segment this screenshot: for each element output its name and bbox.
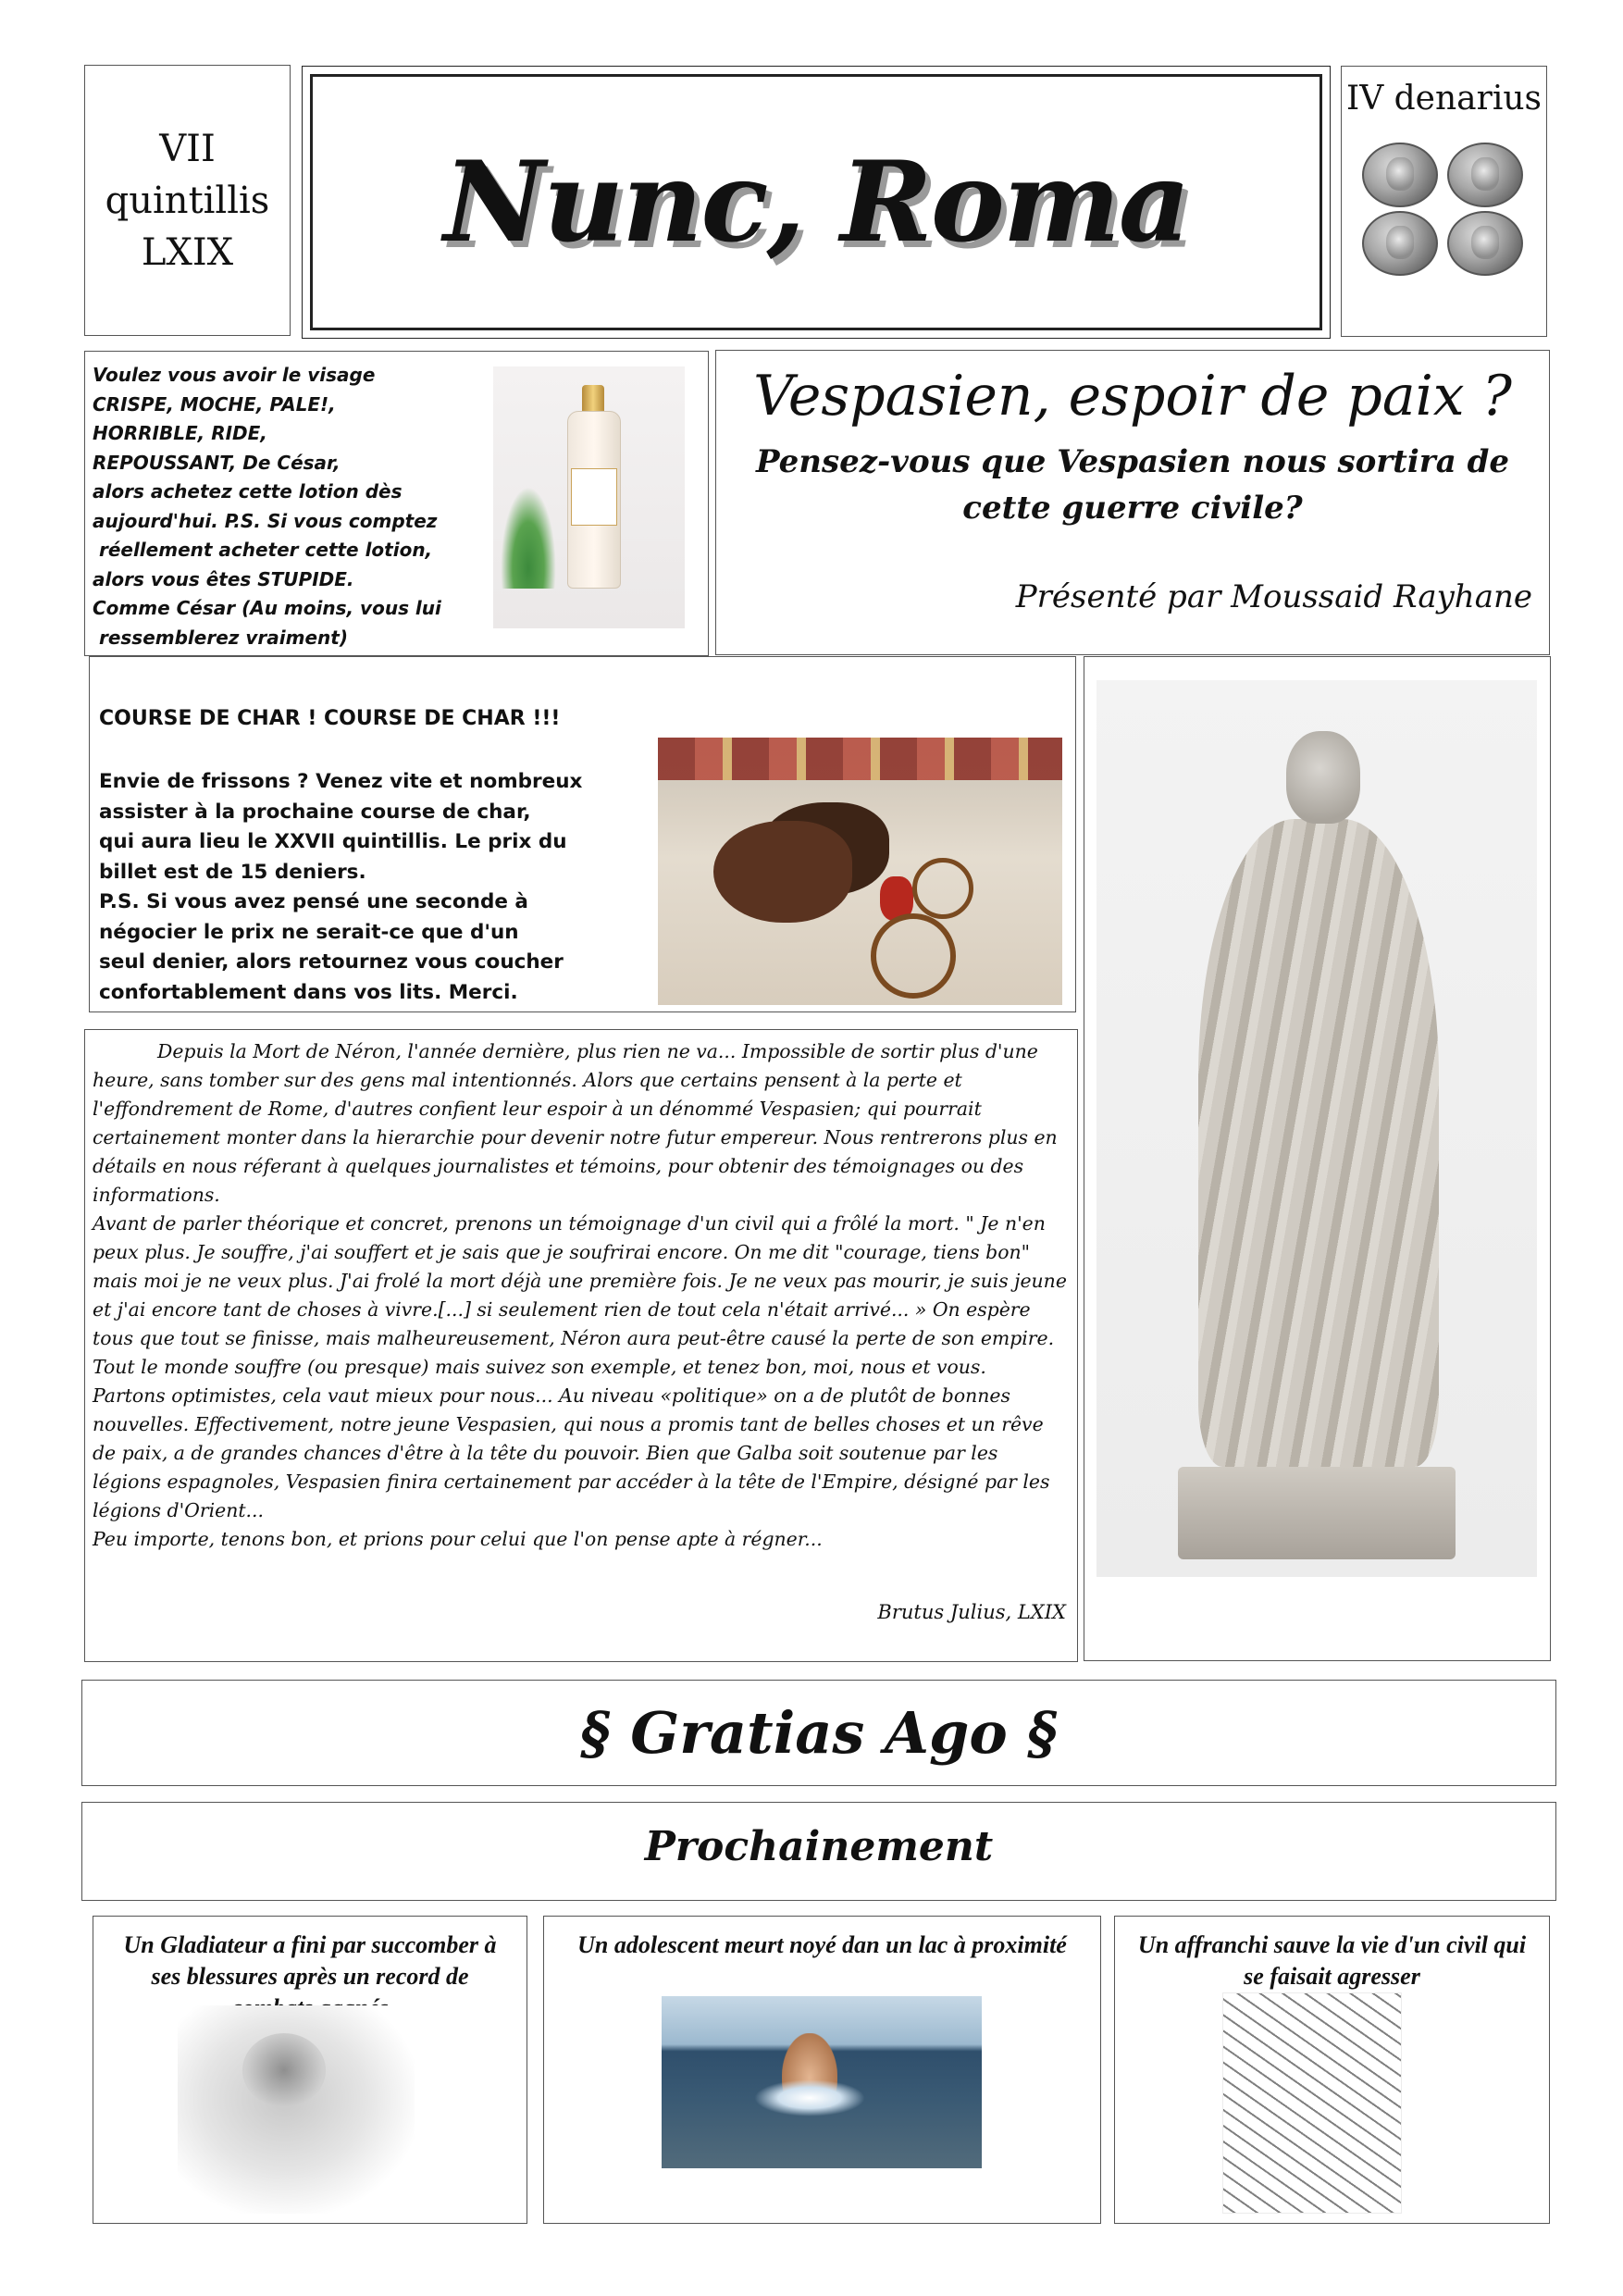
date-year: LXIX bbox=[141, 230, 234, 274]
rescue-sketch-image bbox=[1222, 1992, 1402, 2214]
statue-toga-shape bbox=[1198, 819, 1439, 1467]
gratias-banner bbox=[81, 1680, 1556, 1786]
advert-line: alors vous êtes STUPIDE. bbox=[93, 567, 354, 590]
prochainement-banner bbox=[81, 1802, 1556, 1901]
article-body bbox=[93, 1037, 1071, 1554]
news-title: Un affranchi sauve la vie d'un civil qui se faisait agresser bbox=[1137, 1931, 1527, 1990]
news-item-gladiator bbox=[93, 1916, 527, 2224]
date-day: VII bbox=[159, 127, 216, 170]
vespasian-statue-image bbox=[1096, 680, 1537, 1577]
coin-icon bbox=[1447, 143, 1523, 207]
statue-photo-box bbox=[1084, 656, 1551, 1661]
advert-line: ressemblerez vraiment) bbox=[93, 626, 348, 649]
masthead-frame bbox=[310, 74, 1322, 330]
advert-line: alors achetez cette lotion dès bbox=[93, 480, 403, 503]
drapery-shape bbox=[658, 738, 1062, 780]
advert-line: aujourd'hui. P.S. Si vous comptez bbox=[93, 509, 438, 532]
statue-base-shape bbox=[1178, 1467, 1456, 1559]
main-article bbox=[84, 1029, 1078, 1662]
chariot-text: Envie de frissons ? Venez vite et nombreux assister à la prochaine course de char, qui aura lieu le XXVII quintillis. Le prix du billet est de 15 deniers. P.S. Si vous avez pensé une seconde à négocier le prix ne serait-ce que d'un seul denier, alors retournez vous coucher confortablement dans vos lits. Merci. bbox=[99, 770, 583, 1004]
prochainement-heading: Prochainement bbox=[644, 1823, 994, 1870]
advert-line: réellement acheter cette lotion, bbox=[93, 539, 433, 561]
lotion-advert bbox=[84, 351, 709, 656]
coin-icon bbox=[1447, 211, 1523, 276]
chariot-title: COURSE DE CHAR ! COURSE DE CHAR !!! bbox=[99, 707, 561, 730]
vespasien-headline: Vespasien, espoir de paix ? bbox=[753, 364, 1512, 428]
date-box bbox=[84, 65, 291, 336]
vespasien-headline-box bbox=[715, 350, 1550, 655]
article-paragraph: Peu importe, tenons bon, et prions pour celui que l'on pense apte à régner... bbox=[93, 1528, 823, 1550]
bottle-label-shape bbox=[571, 468, 617, 526]
date-month: quintillis bbox=[105, 179, 270, 222]
coin-icon bbox=[1362, 211, 1438, 276]
price-box bbox=[1341, 66, 1547, 337]
horse-shape bbox=[713, 821, 852, 923]
newspaper-title: Nunc, Roma bbox=[443, 137, 1189, 267]
gladiator-lion-sketch-image bbox=[178, 2005, 415, 2214]
plant-shape bbox=[501, 487, 556, 589]
advert-text bbox=[93, 361, 453, 652]
advert-line: Comme César (Au moins, vous lui bbox=[93, 597, 441, 619]
news-item-drowning bbox=[543, 1916, 1101, 2224]
news-title: Un Gladiateur a fini par succomber à ses blessures après un record de bbox=[123, 1931, 497, 1990]
price-label: IV denarius bbox=[1345, 80, 1542, 118]
coin-icon bbox=[1362, 143, 1438, 207]
article-signature: Brutus Julius, LXIX bbox=[877, 1601, 1066, 1623]
lotion-bottle-image bbox=[493, 366, 685, 628]
vespasien-author: Présenté par Moussaid Rayhane bbox=[1015, 578, 1532, 615]
news-item-freedman bbox=[1114, 1916, 1550, 2224]
chariot-race-image bbox=[658, 738, 1062, 1005]
drowning-hands-image bbox=[662, 1996, 982, 2168]
statue-head-shape bbox=[1286, 731, 1360, 824]
vespasien-subheadline: Pensez-vous que Vespasien nous sortira de cette guerre civile? bbox=[755, 443, 1509, 527]
advert-line: REPOUSSANT, De César, bbox=[93, 451, 341, 474]
masthead bbox=[302, 66, 1331, 339]
article-paragraph: Partons optimistes, cela vaut mieux pour nous... Au niveau «politique» on a de plutôt de bonnes nouvelles. Effectivement, notre jeune Vespasien, qui nous a promis tant de belles choses et un rêve de paix, a de grandes chances d'être à la tête du pouvoir. Bien que Galba soit soutenue par les légions espagnoles, Vespasien finira certainement par accéder à la tête de l'Empire, désigné par les légions d'Orient... bbox=[93, 1384, 1050, 1521]
advert-line: Voulez vous avoir le visage bbox=[93, 364, 376, 386]
article-paragraph: Depuis la Mort de Néron, l'année dernière, plus rien ne va... Impossible de sortir plus d'une heure, sans tomber sur des gens mal intentionnés. Alors que certains pensent à la perte et l'effondrement de Rome, d'autres confient leur espoir à un dénommé Vespasien; qui pourrait certainement monter dans la hierarchie pour devenir notre futur empereur. Nous rentrerons plus en détails en nous réferant à quelques journalistes et témoins, pour obtenir des témoignages ou des informations. bbox=[93, 1040, 1058, 1206]
wheel-shape bbox=[912, 858, 973, 919]
chariot-race-advert bbox=[89, 656, 1076, 1012]
gratias-text: § Gratias Ago § bbox=[580, 1699, 1058, 1767]
advert-line: HORRIBLE, RIDE, bbox=[93, 422, 267, 444]
advert-line: CRISPE, MOCHE, PALE!, bbox=[93, 392, 336, 416]
news-title: Un adolescent meurt noyé dan un lac à proximité bbox=[577, 1931, 1067, 1958]
article-paragraph: Avant de parler théorique et concret, prenons un témoignage d'un civil qui a frôlé la mort. " Je n'en peux plus. Je souffre, j'ai souffert et je sais que je soufrirai encore. On me dit "courage, tiens bon" mais moi je ne veux plus. J'ai frolé la mort déjà une première fois. Je ne veux pas mourir, je suis jeune et j'ai encore tant de choses à vivre.[...] si seulement rien de tout cela n'était arrivé... » On espère tous que tout se finisse, mais malheureusement, Néron aura peut-être causé la perte de son empire. Tout le monde souffre (ou presque) mais suivez son exemple, et tenez bon, moi, nous et vous. bbox=[93, 1212, 1067, 1378]
wheel-shape bbox=[871, 913, 956, 999]
